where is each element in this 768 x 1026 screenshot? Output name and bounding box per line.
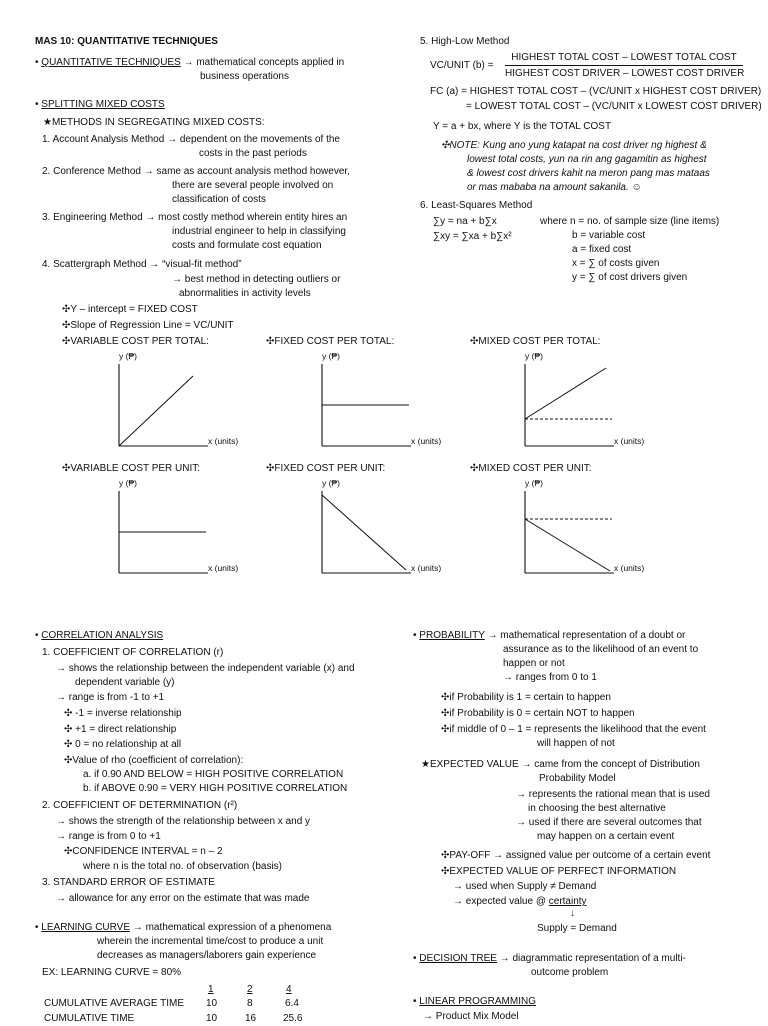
bullet: • [35, 99, 39, 110]
evpi-2-certainty: certainty [548, 896, 587, 907]
y-axis-label: y (₱) [525, 478, 543, 488]
corr-2a: → shows the strength of the relationship between x and y [56, 816, 311, 827]
ls-where-5: y = ∑ of cost drivers given [572, 272, 688, 283]
ev-1: EXPECTED VALUE → came from the concept of Distribution [429, 759, 700, 770]
cross-icon: ✣ [64, 708, 73, 719]
lp-term: LINEAR PROGRAMMING [419, 996, 536, 1007]
x-axis-label: x (units) [411, 563, 442, 573]
graph-vc-unit [119, 478, 238, 573]
fc-line-2: = LOWEST TOTAL COST – (VC/UNIT x LOWEST COST DRIVER) [466, 101, 762, 112]
qt-def-2: business operations [200, 71, 289, 82]
supply-demand: Supply = Demand [537, 923, 617, 934]
cost-line [322, 495, 406, 570]
note-line-4: or mas mababa na amount sakanila. ☺ [467, 182, 642, 193]
vc-denominator: HIGHEST COST DRIVER – LOWEST COST DRIVER [505, 68, 745, 79]
arrow: → [183, 57, 194, 68]
bullet: • [413, 996, 417, 1007]
ls-where-1: where n = no. of sample size (line items) [540, 216, 720, 227]
lc-row-label: CUMULATIVE AVERAGE TIME [44, 998, 185, 1009]
cross-icon: ✣ [441, 708, 450, 719]
star-icon: ★ [43, 117, 52, 128]
graph-mc-total [525, 351, 644, 446]
bullet: • [35, 630, 39, 641]
corr-2b: → range is from 0 to +1 [56, 831, 161, 842]
lc-example: EX: LEARNING CURVE = 80% [42, 967, 182, 978]
graph-fc-unit [322, 478, 441, 573]
bullet: • [413, 953, 417, 964]
corr-1f: 0 = no relationship at all [72, 739, 182, 750]
cross-icon: ✣ [266, 336, 275, 347]
prob-def-2: assurance as to the likelihood of an event to [503, 644, 699, 655]
ev-4: in choosing the best alternative [528, 803, 666, 814]
ev-5: → used if there are several outcomes that [516, 817, 702, 828]
lc-cell: 25.6 [283, 1013, 303, 1024]
payoff-line [441, 850, 710, 863]
bullet: • [413, 630, 417, 641]
corr-1d: -1 = inverse relationship [72, 708, 182, 719]
star-icon: ★ [421, 759, 430, 770]
graph-fc-total [322, 351, 441, 446]
prob-3-line [441, 724, 706, 737]
cross-icon: ✣ [441, 724, 450, 735]
split-heading: SPLITTING MIXED COSTS [41, 99, 165, 110]
corr-3: 3. STANDARD ERROR OF ESTIMATE [42, 877, 215, 888]
ls-where-4: x = ∑ of costs given [572, 258, 660, 269]
lc-def-3: decreases as managers/laborers gain experience [97, 950, 317, 961]
cross-icon: ✣ [64, 724, 73, 735]
qt-def: mathematical concepts applied in [193, 57, 345, 68]
cross-icon: ✣ [441, 140, 450, 151]
x-axis-label: x (units) [614, 563, 645, 573]
ev-line [421, 759, 700, 772]
ls-where-2: b = variable cost [572, 230, 646, 241]
ev-2: Probability Model [539, 773, 616, 784]
ls-eq-2: ∑xy = ∑xa + b∑x² [433, 231, 512, 242]
corr-1b: dependent variable (y) [75, 677, 175, 688]
lc-def-2: wherein the incremental time/cost to produce a unit [97, 936, 324, 947]
qt-term: QUANTITATIVE TECHNIQUES [41, 57, 181, 68]
dt-term: DECISION TREE [419, 953, 497, 964]
method-3-cont: industrial engineer to help in classifying [172, 226, 346, 237]
note-1: NOTE: Kung ano yung katapat na cost driver ng highest & [449, 140, 707, 151]
y-intercept: Y – intercept = FIXED COST [70, 304, 198, 315]
graph-title-text: FIXED COST PER UNIT: [274, 463, 386, 474]
lc-def: → mathematical expression of a phenomena [130, 922, 332, 933]
cross-icon: ✣ [470, 336, 479, 347]
methods-heading: METHODS IN SEGREGATING MIXED COSTS: [51, 117, 265, 128]
cross-icon: ✣ [64, 739, 73, 750]
lc-term: LEARNING CURVE [41, 922, 131, 933]
lc-cell: 10 [206, 1013, 218, 1024]
x-axis-label: x (units) [614, 436, 645, 446]
vc-numerator: HIGHEST TOTAL COST – LOWEST TOTAL COST [511, 52, 737, 63]
dt-def: → diagrammatic representation of a multi- [496, 953, 686, 964]
cross-icon: ✣ [470, 463, 479, 474]
dt-def-2: outcome problem [531, 967, 609, 978]
graph-title-text: FIXED COST PER TOTAL: [274, 336, 395, 347]
corr-1e-line [64, 724, 176, 737]
y-axis-label: y (₱) [322, 478, 340, 488]
prob-2-line [441, 708, 635, 721]
lp-def: → Product Mix Model [423, 1011, 519, 1022]
cross-icon: ✣ [62, 463, 71, 474]
note-line-2: lowest total costs, yun na rin ang gagamitin as highest [467, 154, 707, 165]
lc-row-label: CUMULATIVE TIME [44, 1013, 135, 1024]
corr-2c-line [64, 846, 223, 859]
cross-icon: ✣ [441, 692, 450, 703]
corr-1i: b. if ABOVE 0.90 = VERY HIGH POSITIVE CORRELATION [83, 783, 348, 794]
lp-line [413, 996, 536, 1009]
corr-1: 1. COEFFICIENT OF CORRELATION (r) [42, 647, 224, 658]
lc-cell: 16 [245, 1013, 257, 1024]
method-2-cont: there are several people involved on [172, 180, 334, 191]
method-2-cont2: classification of costs [172, 194, 266, 205]
cross-icon: ✣ [441, 866, 450, 877]
corr-1g-line [64, 755, 243, 768]
corr-1g: Value of rho (coefficient of correlation): [72, 755, 244, 766]
graph-vc-total [119, 351, 238, 446]
corr-2: 2. COEFFICIENT OF DETERMINATION (r²) [42, 800, 238, 811]
graph-title-text: VARIABLE COST PER TOTAL: [70, 336, 209, 347]
bullet: • [35, 57, 39, 68]
prob-3: if middle of 0 – 1 = represents the likelihood that the event [449, 724, 706, 735]
ev-6: may happen on a certain event [537, 831, 675, 842]
corr-heading: CORRELATION ANALYSIS [41, 630, 164, 641]
prob-def-3: happen or not [503, 658, 565, 669]
y-axis-label: y (₱) [119, 351, 137, 361]
lc-line [35, 922, 331, 935]
corr-1c: → range is from -1 to +1 [56, 692, 165, 703]
lc-cell: 10 [206, 998, 218, 1009]
cross-icon: ✣ [266, 463, 275, 474]
ls-heading: 6. Least-Squares Method [420, 200, 533, 211]
prob-2: if Probability is 0 = certain NOT to happen [449, 708, 635, 719]
cross-icon: ✣ [62, 320, 71, 331]
down-arrow-icon: ↓ [570, 908, 575, 919]
lc-col-header: 4 [286, 984, 292, 995]
payoff: PAY-OFF → assigned value per outcome of a certain event [449, 850, 711, 861]
method-1-cont: costs in the past periods [199, 148, 307, 159]
corr-3a: → allowance for any error on the estimate that was made [56, 893, 310, 904]
prob-1: if Probability is 1 = certain to happen [449, 692, 611, 703]
prob-term: PROBABILITY [419, 630, 485, 641]
evpi-2: → expected value @ [453, 896, 549, 907]
ls-where-3: a = fixed cost [572, 244, 632, 255]
graph-title-text: VARIABLE COST PER UNIT: [70, 463, 201, 474]
method-3-cont2: costs and formulate cost equation [172, 240, 322, 251]
corr-heading-line [35, 630, 163, 643]
dt-line [413, 953, 686, 966]
lc-cell: 8 [247, 998, 253, 1009]
ev-3: → represents the rational mean that is used [516, 789, 710, 800]
graph-title-text: MIXED COST PER UNIT: [478, 463, 592, 474]
lc-col-header: 1 [208, 984, 214, 995]
bullet: • [35, 922, 39, 933]
cross-icon: ✣ [62, 304, 71, 315]
y-axis-label: y (₱) [119, 478, 137, 488]
method-1: 1. Account Analysis Method → dependent on the movements of the [42, 134, 340, 145]
x-axis-label: x (units) [208, 563, 239, 573]
page-title: MAS 10: QUANTITATIVE TECHNIQUES [35, 36, 218, 47]
method-4-cont2: abnormalities in activity levels [179, 288, 311, 299]
corr-2d: where n is the total no. of observation (basis) [83, 861, 282, 872]
prob-3b: will happen of not [537, 738, 615, 749]
y-axis-label: y (₱) [525, 351, 543, 361]
prob-line [413, 630, 685, 643]
prob-1-line [441, 692, 611, 705]
ls-eq-1: ∑y = na + b∑x [433, 216, 497, 227]
corr-1e: +1 = direct relationship [72, 724, 177, 735]
graph-mc-unit [525, 478, 644, 573]
lc-col-header: 2 [247, 984, 253, 995]
cost-line [525, 368, 606, 419]
corr-2c: CONFIDENCE INTERVAL = n – 2 [72, 846, 223, 857]
highlow-heading: 5. High-Low Method [420, 36, 510, 47]
evpi-2-line [453, 896, 587, 909]
equation: Y = a + bx, where Y is the TOTAL COST [433, 121, 612, 132]
evpi-line [441, 866, 676, 879]
corr-1f-line [64, 739, 181, 752]
lc-cell: 6.4 [285, 998, 299, 1009]
corr-1a: → shows the relationship between the independent variable (x) and [56, 663, 355, 674]
slope: Slope of Regression Line = VC/UNIT [70, 320, 234, 331]
fc-line-1: FC (a) = HIGHEST TOTAL COST – (VC/UNIT x HIGHEST COST DRIVER) [430, 86, 762, 97]
x-axis-label: x (units) [208, 436, 239, 446]
y-axis-label: y (₱) [322, 351, 340, 361]
prob-def: → mathematical representation of a doubt or [484, 630, 686, 641]
cross-icon: ✣ [441, 850, 450, 861]
vc-label: VC/UNIT (b) = [430, 60, 494, 71]
cross-icon: ✣ [64, 755, 73, 766]
cross-icon: ✣ [62, 336, 71, 347]
method-4: 4. Scattergraph Method → “visual-fit method” [42, 259, 242, 270]
method-2: 2. Conference Method → same as account analysis method however, [42, 166, 350, 177]
cost-line [525, 519, 610, 571]
method-3: 3. Engineering Method → most costly method wherein entity hires an [42, 212, 348, 223]
note-line-3: & lowest cost drivers kahit na meron pang mas mataas [467, 168, 710, 179]
method-4-cont: → best method in detecting outliers or [172, 274, 341, 285]
corr-1d-line [64, 708, 182, 721]
x-axis-label: x (units) [411, 436, 442, 446]
evpi-1: → used when Supply ≠ Demand [453, 881, 597, 892]
cost-line [119, 376, 193, 446]
prob-def-4: → ranges from 0 to 1 [503, 672, 597, 683]
corr-1h: a. if 0.90 AND BELOW = HIGH POSITIVE CORRELATION [83, 769, 344, 780]
evpi: EXPECTED VALUE OF PERFECT INFORMATION [449, 866, 677, 877]
cross-icon: ✣ [64, 846, 73, 857]
graph-title-text: MIXED COST PER TOTAL: [478, 336, 601, 347]
